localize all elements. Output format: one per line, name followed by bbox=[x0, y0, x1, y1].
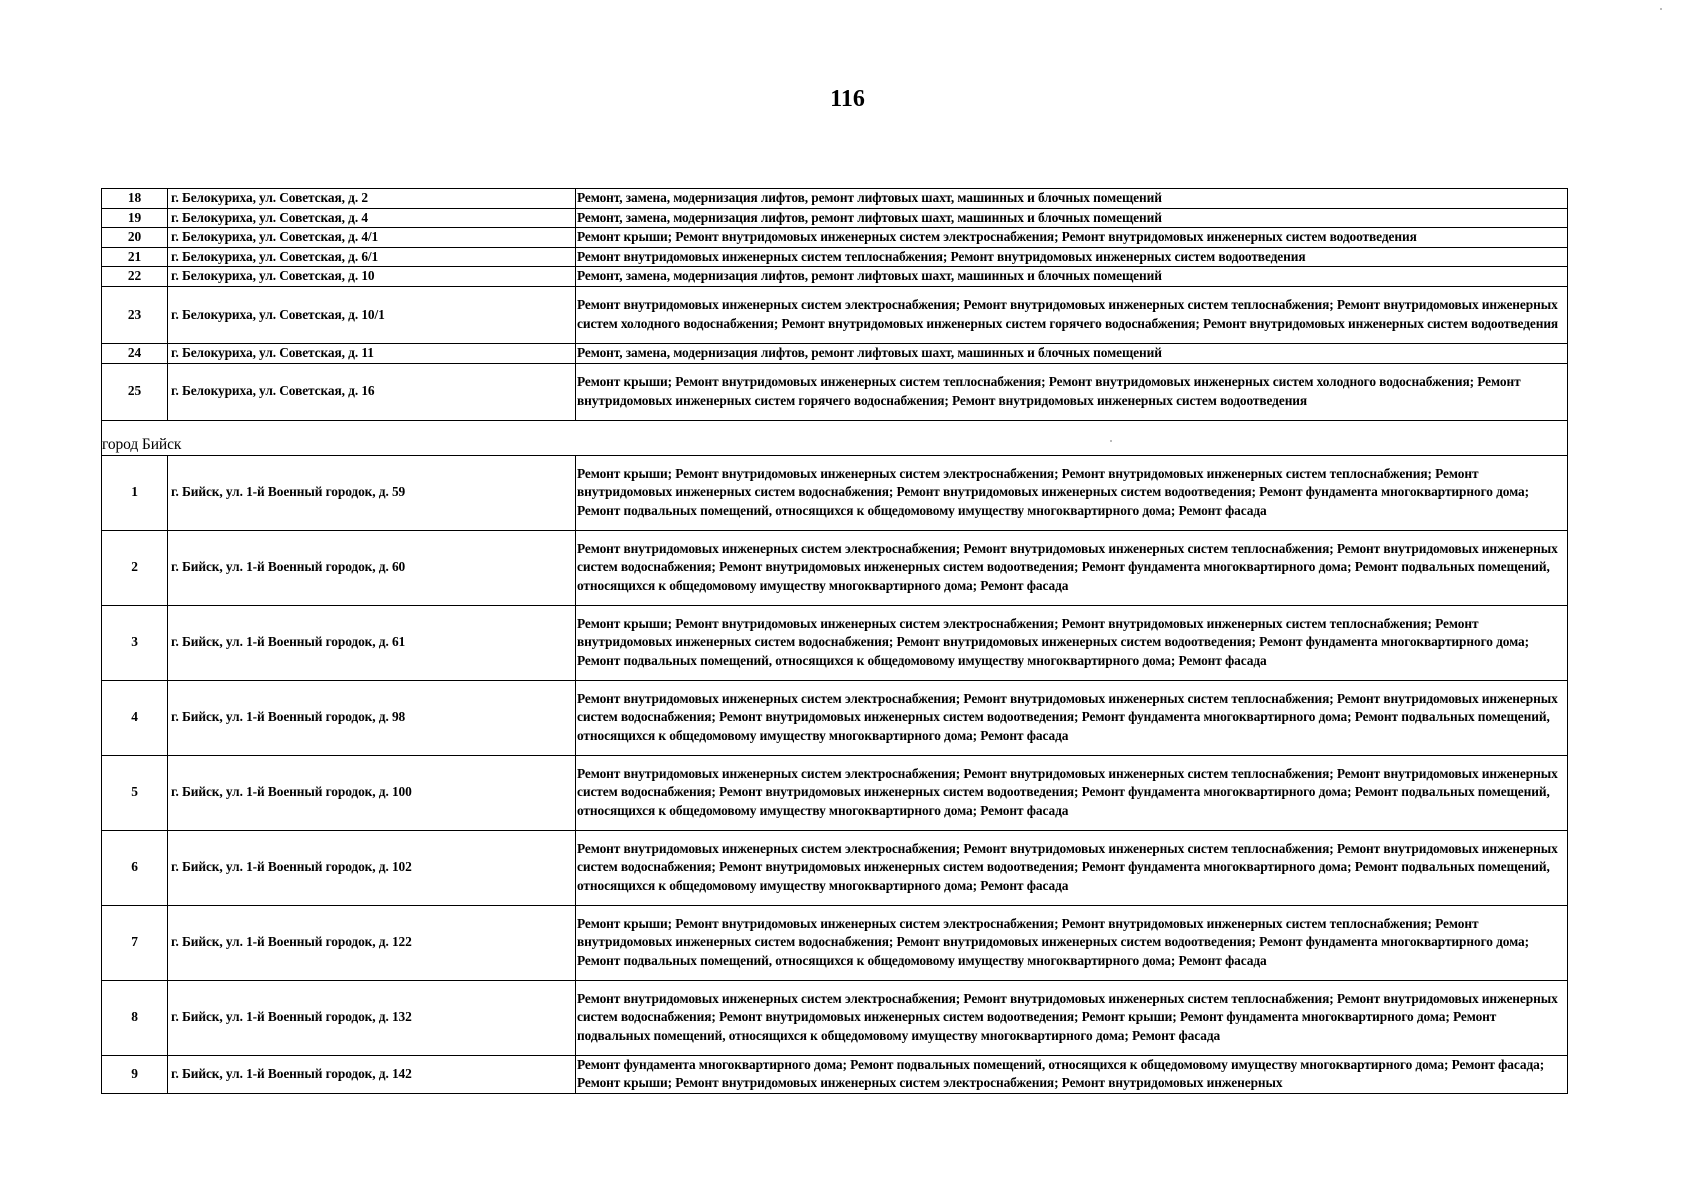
row-work-description: Ремонт фундамента многоквартирного дома; Ремонт подвальных помещений, относящихся к общедомовому имуществу многоквартирного дома; Ремонт фасада; Ремонт крыши; Ремонт внутридомовых инженерных систем электроснабжения; Ремонт внутридомовых инженерных bbox=[576, 1055, 1568, 1093]
row-address: г. Бийск, ул. 1-й Военный городок, д. 142 bbox=[168, 1055, 576, 1093]
row-number: 3 bbox=[102, 605, 168, 680]
row-work-description: Ремонт крыши; Ремонт внутридомовых инженерных систем теплоснабжения; Ремонт внутридомовых инженерных систем холодного водоснабжения; Ремонт внутридомовых инженерных систем горячего водоснабжения; Ремонт внутридомовых инженерных систем водоотведения bbox=[576, 363, 1568, 420]
row-work-description: Ремонт внутридомовых инженерных систем электроснабжения; Ремонт внутридомовых инженерных систем теплоснабжения; Ремонт внутридомовых инженерных систем водоснабжения; Ремонт внутридомовых инженерных систем водоотведения; Ремонт фундамента многоквартирного дома; Ремонт подвальных помещений, относящихся к общедомовому имуществу многоквартирного дома; Ремонт фасада bbox=[576, 755, 1568, 830]
row-number: 18 bbox=[102, 189, 168, 209]
table-row bbox=[102, 530, 1568, 605]
row-number: 20 bbox=[102, 228, 168, 248]
row-address: г. Бийск, ул. 1-й Военный городок, д. 122 bbox=[168, 905, 576, 980]
row-address: г. Белокуриха, ул. Советская, д. 10 bbox=[168, 267, 576, 287]
row-number: 22 bbox=[102, 267, 168, 287]
table-row bbox=[102, 189, 1568, 209]
row-address: г. Бийск, ул. 1-й Военный городок, д. 61 bbox=[168, 605, 576, 680]
row-work-description: Ремонт внутридомовых инженерных систем электроснабжения; Ремонт внутридомовых инженерных систем теплоснабжения; Ремонт внутридомовых инженерных систем водоснабжения; Ремонт внутридомовых инженерных систем водоотведения; Ремонт фундамента многоквартирного дома; Ремонт подвальных помещений, относящихся к общедомовому имуществу многоквартирного дома; Ремонт фасада bbox=[576, 830, 1568, 905]
row-address: г. Белокуриха, ул. Советская, д. 4 bbox=[168, 208, 576, 228]
row-address: г. Белокуриха, ул. Советская, д. 2 bbox=[168, 189, 576, 209]
row-number: 4 bbox=[102, 680, 168, 755]
row-work-description: Ремонт, замена, модернизация лифтов, ремонт лифтовых шахт, машинных и блочных помещений bbox=[576, 189, 1568, 209]
row-address: г. Бийск, ул. 1-й Военный городок, д. 59 bbox=[168, 455, 576, 530]
row-address: г. Белокуриха, ул. Советская, д. 11 bbox=[168, 343, 576, 363]
repair-table bbox=[101, 188, 1568, 1094]
row-number: 8 bbox=[102, 980, 168, 1055]
table-row bbox=[102, 605, 1568, 680]
row-number: 1 bbox=[102, 455, 168, 530]
row-number: 7 bbox=[102, 905, 168, 980]
table-row bbox=[102, 363, 1568, 420]
row-address: г. Бийск, ул. 1-й Военный городок, д. 132 bbox=[168, 980, 576, 1055]
section-title: город Бийск bbox=[102, 434, 1568, 456]
row-address: г. Бийск, ул. 1-й Военный городок, д. 102 bbox=[168, 830, 576, 905]
row-number: 23 bbox=[102, 286, 168, 343]
row-number: 2 bbox=[102, 530, 168, 605]
row-work-description: Ремонт, замена, модернизация лифтов, ремонт лифтовых шахт, машинных и блочных помещений bbox=[576, 208, 1568, 228]
row-address: г. Белокуриха, ул. Советская, д. 4/1 bbox=[168, 228, 576, 248]
scan-artifact bbox=[1660, 8, 1662, 10]
table-row bbox=[102, 286, 1568, 343]
table-row bbox=[102, 755, 1568, 830]
row-work-description: Ремонт крыши; Ремонт внутридомовых инженерных систем электроснабжения; Ремонт внутридомовых инженерных систем теплоснабжения; Ремонт внутридомовых инженерных систем водоснабжения; Ремонт внутридомовых инженерных систем водоотведения; Ремонт фундамента многоквартирного дома; Ремонт подвальных помещений, относящихся к общедомовому имуществу многоквартирного дома; Ремонт фасада bbox=[576, 905, 1568, 980]
row-work-description: Ремонт крыши; Ремонт внутридомовых инженерных систем электроснабжения; Ремонт внутридомовых инженерных систем теплоснабжения; Ремонт внутридомовых инженерных систем водоснабжения; Ремонт внутридомовых инженерных систем водоотведения; Ремонт фундамента многоквартирного дома; Ремонт подвальных помещений, относящихся к общедомовому имуществу многоквартирного дома; Ремонт фасада bbox=[576, 455, 1568, 530]
row-number: 21 bbox=[102, 247, 168, 267]
table-row bbox=[102, 830, 1568, 905]
row-address: г. Бийск, ул. 1-й Военный городок, д. 100 bbox=[168, 755, 576, 830]
row-number: 5 bbox=[102, 755, 168, 830]
table-row bbox=[102, 208, 1568, 228]
row-address: г. Бийск, ул. 1-й Военный городок, д. 60 bbox=[168, 530, 576, 605]
section-spacer-row bbox=[102, 420, 1568, 434]
row-work-description: Ремонт, замена, модернизация лифтов, ремонт лифтовых шахт, машинных и блочных помещений bbox=[576, 343, 1568, 363]
row-number: 25 bbox=[102, 363, 168, 420]
page-number: 116 bbox=[830, 86, 865, 112]
row-work-description: Ремонт крыши; Ремонт внутридомовых инженерных систем электроснабжения; Ремонт внутридомовых инженерных систем водоотведения bbox=[576, 228, 1568, 248]
row-number: 19 bbox=[102, 208, 168, 228]
row-number: 9 bbox=[102, 1055, 168, 1093]
table-body-belokurikha bbox=[102, 189, 1568, 421]
row-work-description: Ремонт, замена, модернизация лифтов, ремонт лифтовых шахт, машинных и блочных помещений bbox=[576, 267, 1568, 287]
table-row bbox=[102, 980, 1568, 1055]
section-title-row bbox=[102, 434, 1568, 456]
row-work-description: Ремонт внутридомовых инженерных систем электроснабжения; Ремонт внутридомовых инженерных систем теплоснабжения; Ремонт внутридомовых инженерных систем водоснабжения; Ремонт внутридомовых инженерных систем водоотведения; Ремонт фундамента многоквартирного дома; Ремонт подвальных помещений, относящихся к общедомовому имуществу многоквартирного дома; Ремонт фасада bbox=[576, 680, 1568, 755]
table-row bbox=[102, 1055, 1568, 1093]
row-work-description: Ремонт внутридомовых инженерных систем электроснабжения; Ремонт внутридомовых инженерных систем теплоснабжения; Ремонт внутридомовых инженерных систем водоснабжения; Ремонт внутридомовых инженерных систем водоотведения; Ремонт крыши; Ремонт фундамента многоквартирного дома; Ремонт подвальных помещений, относящихся к общедомовому имуществу многоквартирного дома; Ремонт фасада bbox=[576, 980, 1568, 1055]
table-row bbox=[102, 343, 1568, 363]
row-number: 24 bbox=[102, 343, 168, 363]
table-row bbox=[102, 680, 1568, 755]
table-row bbox=[102, 267, 1568, 287]
table-row bbox=[102, 905, 1568, 980]
row-address: г. Белокуриха, ул. Советская, д. 16 bbox=[168, 363, 576, 420]
row-address: г. Белокуриха, ул. Советская, д. 6/1 bbox=[168, 247, 576, 267]
row-work-description: Ремонт внутридомовых инженерных систем теплоснабжения; Ремонт внутридомовых инженерных систем водоотведения bbox=[576, 247, 1568, 267]
row-work-description: Ремонт крыши; Ремонт внутридомовых инженерных систем электроснабжения; Ремонт внутридомовых инженерных систем теплоснабжения; Ремонт внутридомовых инженерных систем водоснабжения; Ремонт внутридомовых инженерных систем водоотведения; Ремонт фундамента многоквартирного дома; Ремонт подвальных помещений, относящихся к общедомовому имуществу многоквартирного дома; Ремонт фасада bbox=[576, 605, 1568, 680]
table-body-biysk bbox=[102, 455, 1568, 1093]
row-address: г. Бийск, ул. 1-й Военный городок, д. 98 bbox=[168, 680, 576, 755]
table-row bbox=[102, 247, 1568, 267]
repair-table-container bbox=[101, 188, 1568, 1094]
table-row bbox=[102, 455, 1568, 530]
row-address: г. Белокуриха, ул. Советская, д. 10/1 bbox=[168, 286, 576, 343]
row-number: 6 bbox=[102, 830, 168, 905]
table-row bbox=[102, 228, 1568, 248]
section-header bbox=[102, 420, 1568, 455]
scan-artifact bbox=[1110, 440, 1112, 442]
row-work-description: Ремонт внутридомовых инженерных систем электроснабжения; Ремонт внутридомовых инженерных систем теплоснабжения; Ремонт внутридомовых инженерных систем холодного водоснабжения; Ремонт внутридомовых инженерных систем горячего водоснабжения; Ремонт внутридомовых инженерных систем водоотведения bbox=[576, 286, 1568, 343]
row-work-description: Ремонт внутридомовых инженерных систем электроснабжения; Ремонт внутридомовых инженерных систем теплоснабжения; Ремонт внутридомовых инженерных систем водоснабжения; Ремонт внутридомовых инженерных систем водоотведения; Ремонт фундамента многоквартирного дома; Ремонт подвальных помещений, относящихся к общедомовому имуществу многоквартирного дома; Ремонт фасада bbox=[576, 530, 1568, 605]
